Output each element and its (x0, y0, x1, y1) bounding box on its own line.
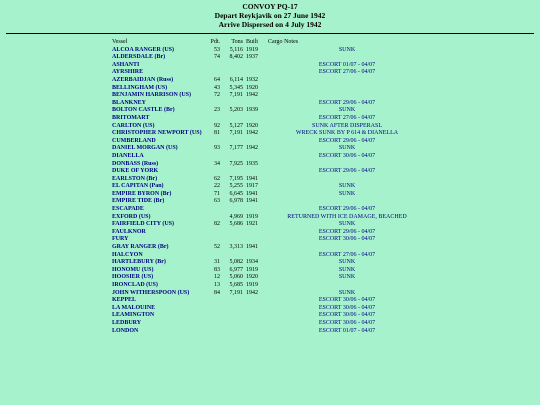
built-cell (246, 236, 268, 244)
pdt-cell (210, 297, 223, 305)
note-cell: SUNK (338, 274, 356, 281)
tons-cell (223, 168, 246, 176)
table-row (112, 236, 426, 244)
table-row (112, 328, 426, 336)
vessel-cell: LA MALOUINE (112, 304, 156, 311)
pdt-cell (210, 62, 223, 70)
vessel-cell: CARLTON (US) (112, 122, 155, 129)
pdt-cell (210, 320, 223, 328)
convoy-table (112, 39, 426, 335)
tons-cell: 5,686 (229, 221, 243, 228)
vessel-cell: AZERBAIDJAN (Russ) (112, 76, 174, 83)
note-cell: SUNK (338, 46, 356, 53)
tons-cell: 6,645 (229, 190, 243, 197)
note-cell: SUNK (338, 145, 356, 152)
vessel-cell: EARLSTON (Br) (112, 175, 158, 182)
tons-cell (223, 305, 246, 313)
note-cell (268, 54, 426, 62)
tons-cell: 7,177 (229, 145, 243, 152)
note-cell: ESCORT 01/07 - 04/07 (318, 327, 376, 334)
built-cell: 1939 (246, 107, 258, 114)
vessel-cell: KEPPEL (112, 297, 137, 304)
col-pdt: Pdt. (210, 39, 220, 45)
built-cell: 1920 (246, 122, 258, 129)
built-cell (246, 312, 268, 320)
pdt-cell: 81 (214, 130, 220, 137)
pdt-cell (210, 100, 223, 108)
vessel-cell: LONDON (112, 327, 139, 334)
tons-cell: 5,685 (229, 282, 243, 288)
note-cell: ESCORT 29/06 - 04/07 (318, 99, 376, 106)
tons-cell: 8,402 (229, 54, 243, 61)
note-cell: ESCORT 30/06 - 04/07 (318, 312, 376, 319)
pdt-cell: 43 (214, 84, 220, 91)
tons-cell (223, 100, 246, 108)
tons-cell: 7,191 (229, 289, 243, 296)
vessel-cell: BELLINGHAM (US) (112, 84, 168, 91)
tons-cell (223, 62, 246, 70)
note-cell: ESCORT 30/06 - 04/07 (318, 297, 376, 304)
depart-line: Depart Reykjavik on 27 June 1942 (214, 11, 326, 20)
vessel-cell: EMPIRE TIDE (Br) (112, 198, 165, 205)
table-row (112, 153, 426, 161)
tons-cell (223, 229, 246, 237)
pdt-cell: 63 (214, 198, 220, 205)
vessel-cell: EXFORD (US) (112, 213, 151, 220)
built-cell (246, 320, 268, 328)
built-cell (246, 168, 268, 176)
pdt-cell: 62 (214, 175, 220, 182)
note-cell (268, 244, 426, 252)
pdt-cell: 93 (214, 145, 220, 152)
pdt-cell: 82 (214, 221, 220, 228)
note-cell: ESCORT 27/06 - 04/07 (318, 251, 376, 258)
note-cell (268, 282, 426, 290)
tons-cell: 5,345 (229, 84, 243, 91)
pdt-cell (210, 138, 223, 146)
vessel-cell: BRITOMART (112, 114, 150, 121)
pdt-cell (210, 328, 223, 336)
built-cell: 1920 (246, 274, 258, 281)
tons-cell: 7,191 (229, 92, 243, 99)
table-row (112, 305, 426, 313)
built-cell: 1917 (246, 183, 258, 190)
table-row (112, 282, 426, 290)
vessel-cell: DANIEL MORGAN (US) (112, 145, 178, 152)
vessel-cell: CHRISTOPHER NEWPORT (US) (112, 130, 202, 137)
built-cell: 1941 (246, 244, 258, 251)
table-row (112, 115, 426, 123)
pdt-cell: 74 (214, 54, 220, 61)
vessel-cell: ALCOA RANGER (US) (112, 46, 175, 53)
vessel-cell: IRONCLAD (US) (112, 282, 158, 288)
vessel-cell: FURY (112, 236, 129, 243)
pdt-cell: 71 (214, 190, 220, 197)
built-cell: 1941 (246, 198, 258, 205)
note-cell: ESCORT 29/06 - 04/07 (318, 168, 376, 175)
vessel-cell: ESCAPADE (112, 206, 144, 213)
note-cell: SUNK (338, 221, 356, 228)
vessel-cell: EL CAPITAN (Pan) (112, 183, 164, 190)
tons-cell: 6,977 (229, 266, 243, 273)
note-cell: ESCORT 30/06 - 04/07 (318, 304, 376, 311)
tons-cell: 6,978 (229, 198, 243, 205)
note-cell: SUNK (338, 107, 356, 114)
built-cell (246, 328, 268, 336)
built-cell: 1920 (246, 84, 258, 91)
tons-cell (223, 115, 246, 123)
tons-cell (223, 236, 246, 244)
note-cell: SUNK (338, 266, 356, 273)
page-header (0, 0, 540, 29)
note-cell: ESCORT 30/06 - 04/07 (318, 319, 376, 326)
header-divider (6, 33, 534, 34)
pdt-cell: 12 (214, 274, 220, 281)
vessel-cell: DIANELLA (112, 152, 144, 159)
tons-cell: 5,127 (229, 122, 243, 129)
table-row (112, 290, 426, 298)
table-row (112, 198, 426, 206)
table-row (112, 312, 426, 320)
note-cell (268, 161, 426, 169)
note-cell: SUNK (338, 259, 356, 266)
note-cell: SUNK (338, 183, 356, 190)
vessel-cell: GRAY RANGER (Br) (112, 244, 169, 251)
col-cargo-notes (268, 39, 426, 47)
vessel-cell: ASHANTI (112, 61, 140, 68)
note-cell: ESCORT 30/06 - 04/07 (318, 236, 376, 243)
note-cell: ESCORT 29/06 - 04/07 (318, 206, 376, 213)
pdt-cell (210, 229, 223, 237)
pdt-cell: 72 (214, 92, 220, 99)
pdt-cell (210, 69, 223, 77)
table-row (112, 274, 426, 282)
built-cell: 1941 (246, 175, 258, 182)
table-row (112, 54, 426, 62)
vessel-cell: CUMBERLAND (112, 137, 156, 144)
built-cell (246, 229, 268, 237)
note-cell (268, 176, 426, 184)
pdt-cell: 22 (214, 183, 220, 190)
table-header-row (112, 39, 426, 47)
col-tons: Tons (231, 39, 243, 45)
built-cell: 1935 (246, 160, 258, 167)
pdt-cell (210, 305, 223, 313)
pdt-cell (210, 153, 223, 161)
table-row (112, 259, 426, 267)
note-cell: RETURNED WITH ICE DAMAGE, BEACHED (287, 213, 407, 220)
pdt-cell (210, 206, 223, 214)
pdt-cell: 84 (214, 289, 220, 296)
vessel-cell: DUKE OF YORK (112, 168, 159, 175)
built-cell (246, 153, 268, 161)
tons-cell (223, 69, 246, 77)
built-cell (246, 305, 268, 313)
tons-cell: 4,969 (229, 213, 243, 220)
tons-cell (223, 320, 246, 328)
note-cell: ESCORT 29/06 - 04/07 (318, 228, 376, 235)
table-row (112, 62, 426, 70)
built-cell: 1942 (246, 289, 258, 296)
tons-cell (223, 312, 246, 320)
vessel-cell: BLANKNEY (112, 99, 147, 106)
built-cell (246, 252, 268, 260)
built-cell: 1921 (246, 221, 258, 228)
vessel-cell: BOLTON CASTLE (Br) (112, 107, 175, 114)
arrive-line: Arrive Dispersed on 4 July 1942 (218, 20, 322, 29)
note-cell (268, 85, 426, 93)
table-row (112, 267, 426, 275)
page-title: CONVOY PQ-17 (242, 2, 298, 11)
table-row (112, 161, 426, 169)
table-row (112, 206, 426, 214)
built-cell (246, 69, 268, 77)
pdt-cell: 53 (214, 46, 220, 53)
tons-cell: 7,925 (229, 160, 243, 167)
vessel-cell: ALDERSDALE (Br) (112, 54, 166, 61)
tons-cell: 5,255 (229, 183, 243, 190)
table-row (112, 69, 426, 77)
vessel-cell: FAIRFIELD CITY (US) (112, 221, 175, 228)
pdt-cell: 52 (214, 244, 220, 251)
tons-cell: 7,191 (229, 130, 243, 137)
table-row (112, 130, 426, 138)
pdt-cell: 31 (214, 259, 220, 266)
tons-cell (223, 153, 246, 161)
table-row (112, 107, 426, 115)
built-cell: 1937 (246, 54, 258, 61)
vessel-cell: DONBASS (Russ) (112, 160, 159, 167)
tons-cell: 5,203 (229, 107, 243, 114)
vessel-cell: EMPIRE BYRON (Br) (112, 190, 172, 197)
note-cell: WRECK SUNK BY P 614 & DIANELLA (295, 130, 399, 137)
vessel-cell: LEAMINGTON (112, 312, 155, 319)
pdt-cell: 34 (214, 160, 220, 167)
built-cell: 1942 (246, 92, 258, 99)
pdt-cell: 64 (214, 76, 220, 83)
table-row (112, 183, 426, 191)
note-cell: SUNK AFTER DISPERASL (311, 122, 382, 129)
note-cell: SUNK (338, 289, 356, 296)
table-row (112, 297, 426, 305)
pdt-cell (210, 252, 223, 260)
pdt-cell (210, 236, 223, 244)
note-cell (268, 92, 426, 100)
built-cell: 1932 (246, 76, 258, 83)
tons-cell: 6,114 (229, 76, 243, 83)
note-cell: ESCORT 29/06 - 04/07 (318, 137, 376, 144)
built-cell: 1919 (246, 46, 258, 53)
vessel-cell: HONOMU (US) (112, 266, 154, 273)
col-built: Built (246, 39, 259, 45)
vessel-cell: HALCYON (112, 251, 143, 258)
table-row (112, 145, 426, 153)
col-notes: Notes (284, 39, 299, 45)
table-row (112, 168, 426, 176)
built-cell: 1919 (246, 213, 258, 220)
table-row (112, 92, 426, 100)
pdt-cell (210, 168, 223, 176)
built-cell: 1919 (246, 266, 258, 273)
pdt-cell: 23 (214, 107, 220, 114)
built-cell (246, 115, 268, 123)
table-row (112, 244, 426, 252)
pdt-cell: 13 (214, 282, 220, 288)
pdt-cell: 92 (214, 122, 220, 129)
note-cell: ESCORT 01/07 - 04/07 (318, 61, 376, 68)
built-cell (246, 297, 268, 305)
tons-cell (223, 138, 246, 146)
vessel-cell: LEDBURY (112, 319, 142, 326)
note-cell: SUNK (338, 190, 356, 197)
built-cell (246, 206, 268, 214)
vessel-cell: AYRSHIRE (112, 69, 144, 76)
vessel-cell: HARTLEBURY (Br) (112, 259, 166, 266)
note-cell: ESCORT 27/06 - 04/07 (318, 69, 376, 76)
built-cell: 1941 (246, 190, 258, 197)
pdt-cell (210, 312, 223, 320)
note-cell (268, 77, 426, 85)
vessel-cell: FAULKNOR (112, 228, 146, 235)
note-cell: ESCORT 30/06 - 04/07 (318, 152, 376, 159)
built-cell (246, 100, 268, 108)
table-row (112, 320, 426, 328)
note-cell: ESCORT 27/06 - 04/07 (318, 114, 376, 121)
tons-cell (223, 252, 246, 260)
table-row (112, 221, 426, 229)
table-row (112, 229, 426, 237)
tons-cell: 5,116 (229, 46, 243, 53)
note-cell (268, 198, 426, 206)
table-row (112, 123, 426, 131)
built-cell (246, 62, 268, 70)
tons-cell: 7,195 (229, 175, 243, 182)
table-row (112, 77, 426, 85)
built-cell: 1942 (246, 130, 258, 137)
built-cell: 1934 (246, 259, 258, 266)
vessel-cell: BENJAMIN HARRISON (US) (112, 92, 192, 99)
built-cell: 1919 (246, 282, 258, 288)
pdt-cell (210, 214, 223, 222)
col-vessel: Vessel (112, 39, 128, 45)
tons-cell (223, 297, 246, 305)
col-cargo: Cargo (268, 39, 283, 45)
tons-cell: 3,313 (229, 244, 243, 251)
tons-cell: 5,082 (229, 259, 243, 266)
built-cell (246, 138, 268, 146)
built-cell: 1942 (246, 145, 258, 152)
vessel-cell: HOOSIER (US) (112, 274, 154, 281)
pdt-cell: 83 (214, 266, 220, 273)
tons-cell (223, 206, 246, 214)
vessel-cell: JOHN WITHERSPOON (US) (112, 289, 190, 296)
tons-cell: 5,060 (229, 274, 243, 281)
tons-cell (223, 328, 246, 336)
pdt-cell (210, 115, 223, 123)
